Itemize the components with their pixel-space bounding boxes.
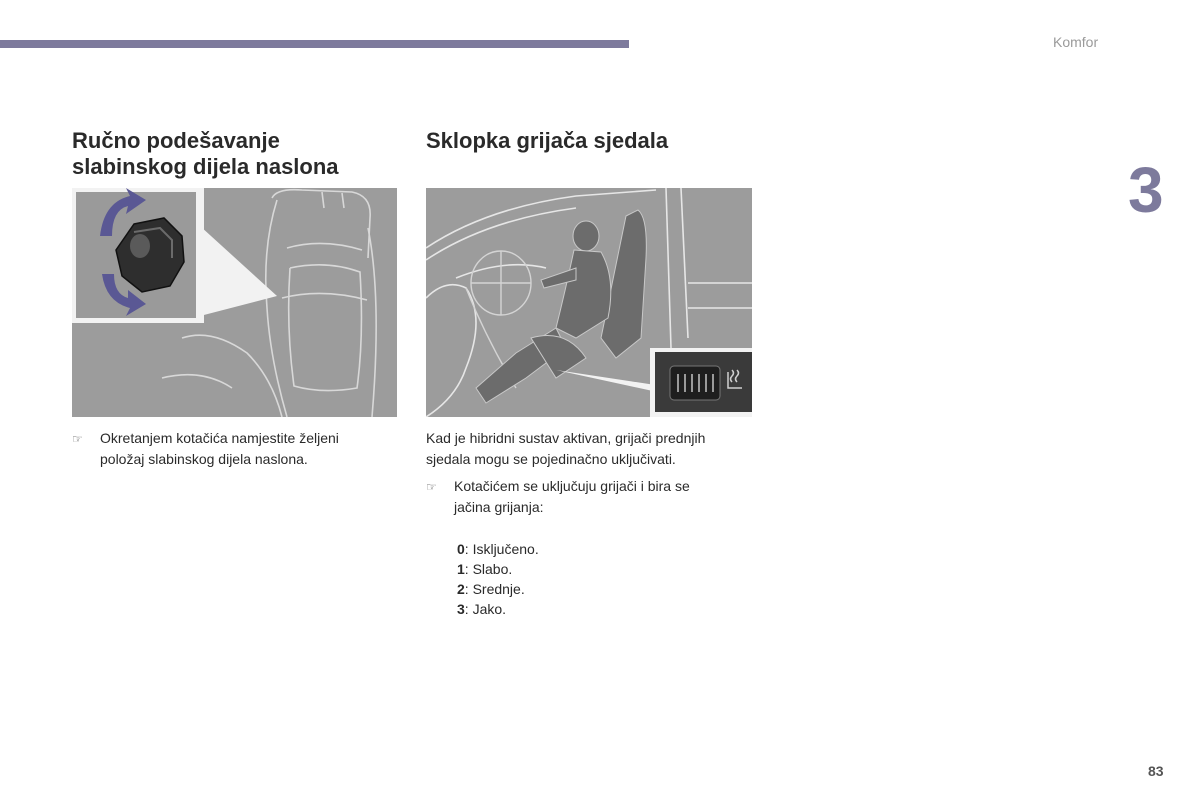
lumbar-instruction-text [100, 428, 339, 470]
heat-level-text: : Jako. [464, 601, 507, 617]
seat-heater-intro-line1: Kad je hibridni sustav aktivan, grijači prednjih [426, 430, 706, 446]
page-number: 83 [1148, 763, 1164, 779]
heat-level-key: 0 [457, 541, 465, 557]
seat-heater-switch [670, 366, 720, 400]
heat-level-item [457, 539, 539, 559]
seat-heater-intro-line2: sjedala mogu se pojedinačno uključivati. [426, 451, 676, 467]
heat-level-text: : Isključeno. [464, 541, 539, 557]
lumbar-knob-illustration [72, 188, 397, 417]
heat-level-item [457, 559, 539, 579]
heat-level-item [457, 579, 539, 599]
pointing-hand-icon: ☞ [72, 432, 83, 446]
seat-heater-instruction-line1: Kotačićem se uključuju grijači i bira se [454, 478, 690, 494]
pointing-hand-icon: ☞ [426, 480, 437, 494]
heat-level-item [457, 599, 539, 619]
seat-heater-heading: Sklopka grijača sjedala [426, 128, 669, 153]
heat-level-key: 1 [457, 561, 465, 577]
seat-heater-intro [426, 428, 756, 470]
heat-level-list [457, 539, 539, 619]
lumbar-adjust-heading [72, 128, 402, 180]
heat-level-key: 2 [457, 581, 465, 597]
lumbar-instruction-line1: Okretanjem kotačića namjestite željeni [100, 430, 339, 446]
lumbar-heading-line2: slabinskog dijela naslona [72, 154, 339, 179]
lumbar-heading-line1: Ručno podešavanje [72, 128, 280, 153]
seat-heater-instruction-text [454, 476, 690, 518]
chapter-number: 3 [1128, 154, 1164, 226]
seat-heater-instruction [426, 476, 746, 518]
header-accent-bar [0, 40, 629, 48]
heat-level-key: 3 [457, 601, 465, 617]
seat-heater-illustration [426, 188, 752, 417]
heat-level-text: : Slabo. [464, 561, 513, 577]
section-title: Komfor [1053, 34, 1099, 50]
seat-heater-instruction-line2: jačina grijanja: [454, 499, 544, 515]
heat-level-text: : Srednje. [464, 581, 525, 597]
lumbar-instruction-line2: položaj slabinskog dijela naslona. [100, 451, 308, 467]
lumbar-instruction [72, 428, 372, 470]
